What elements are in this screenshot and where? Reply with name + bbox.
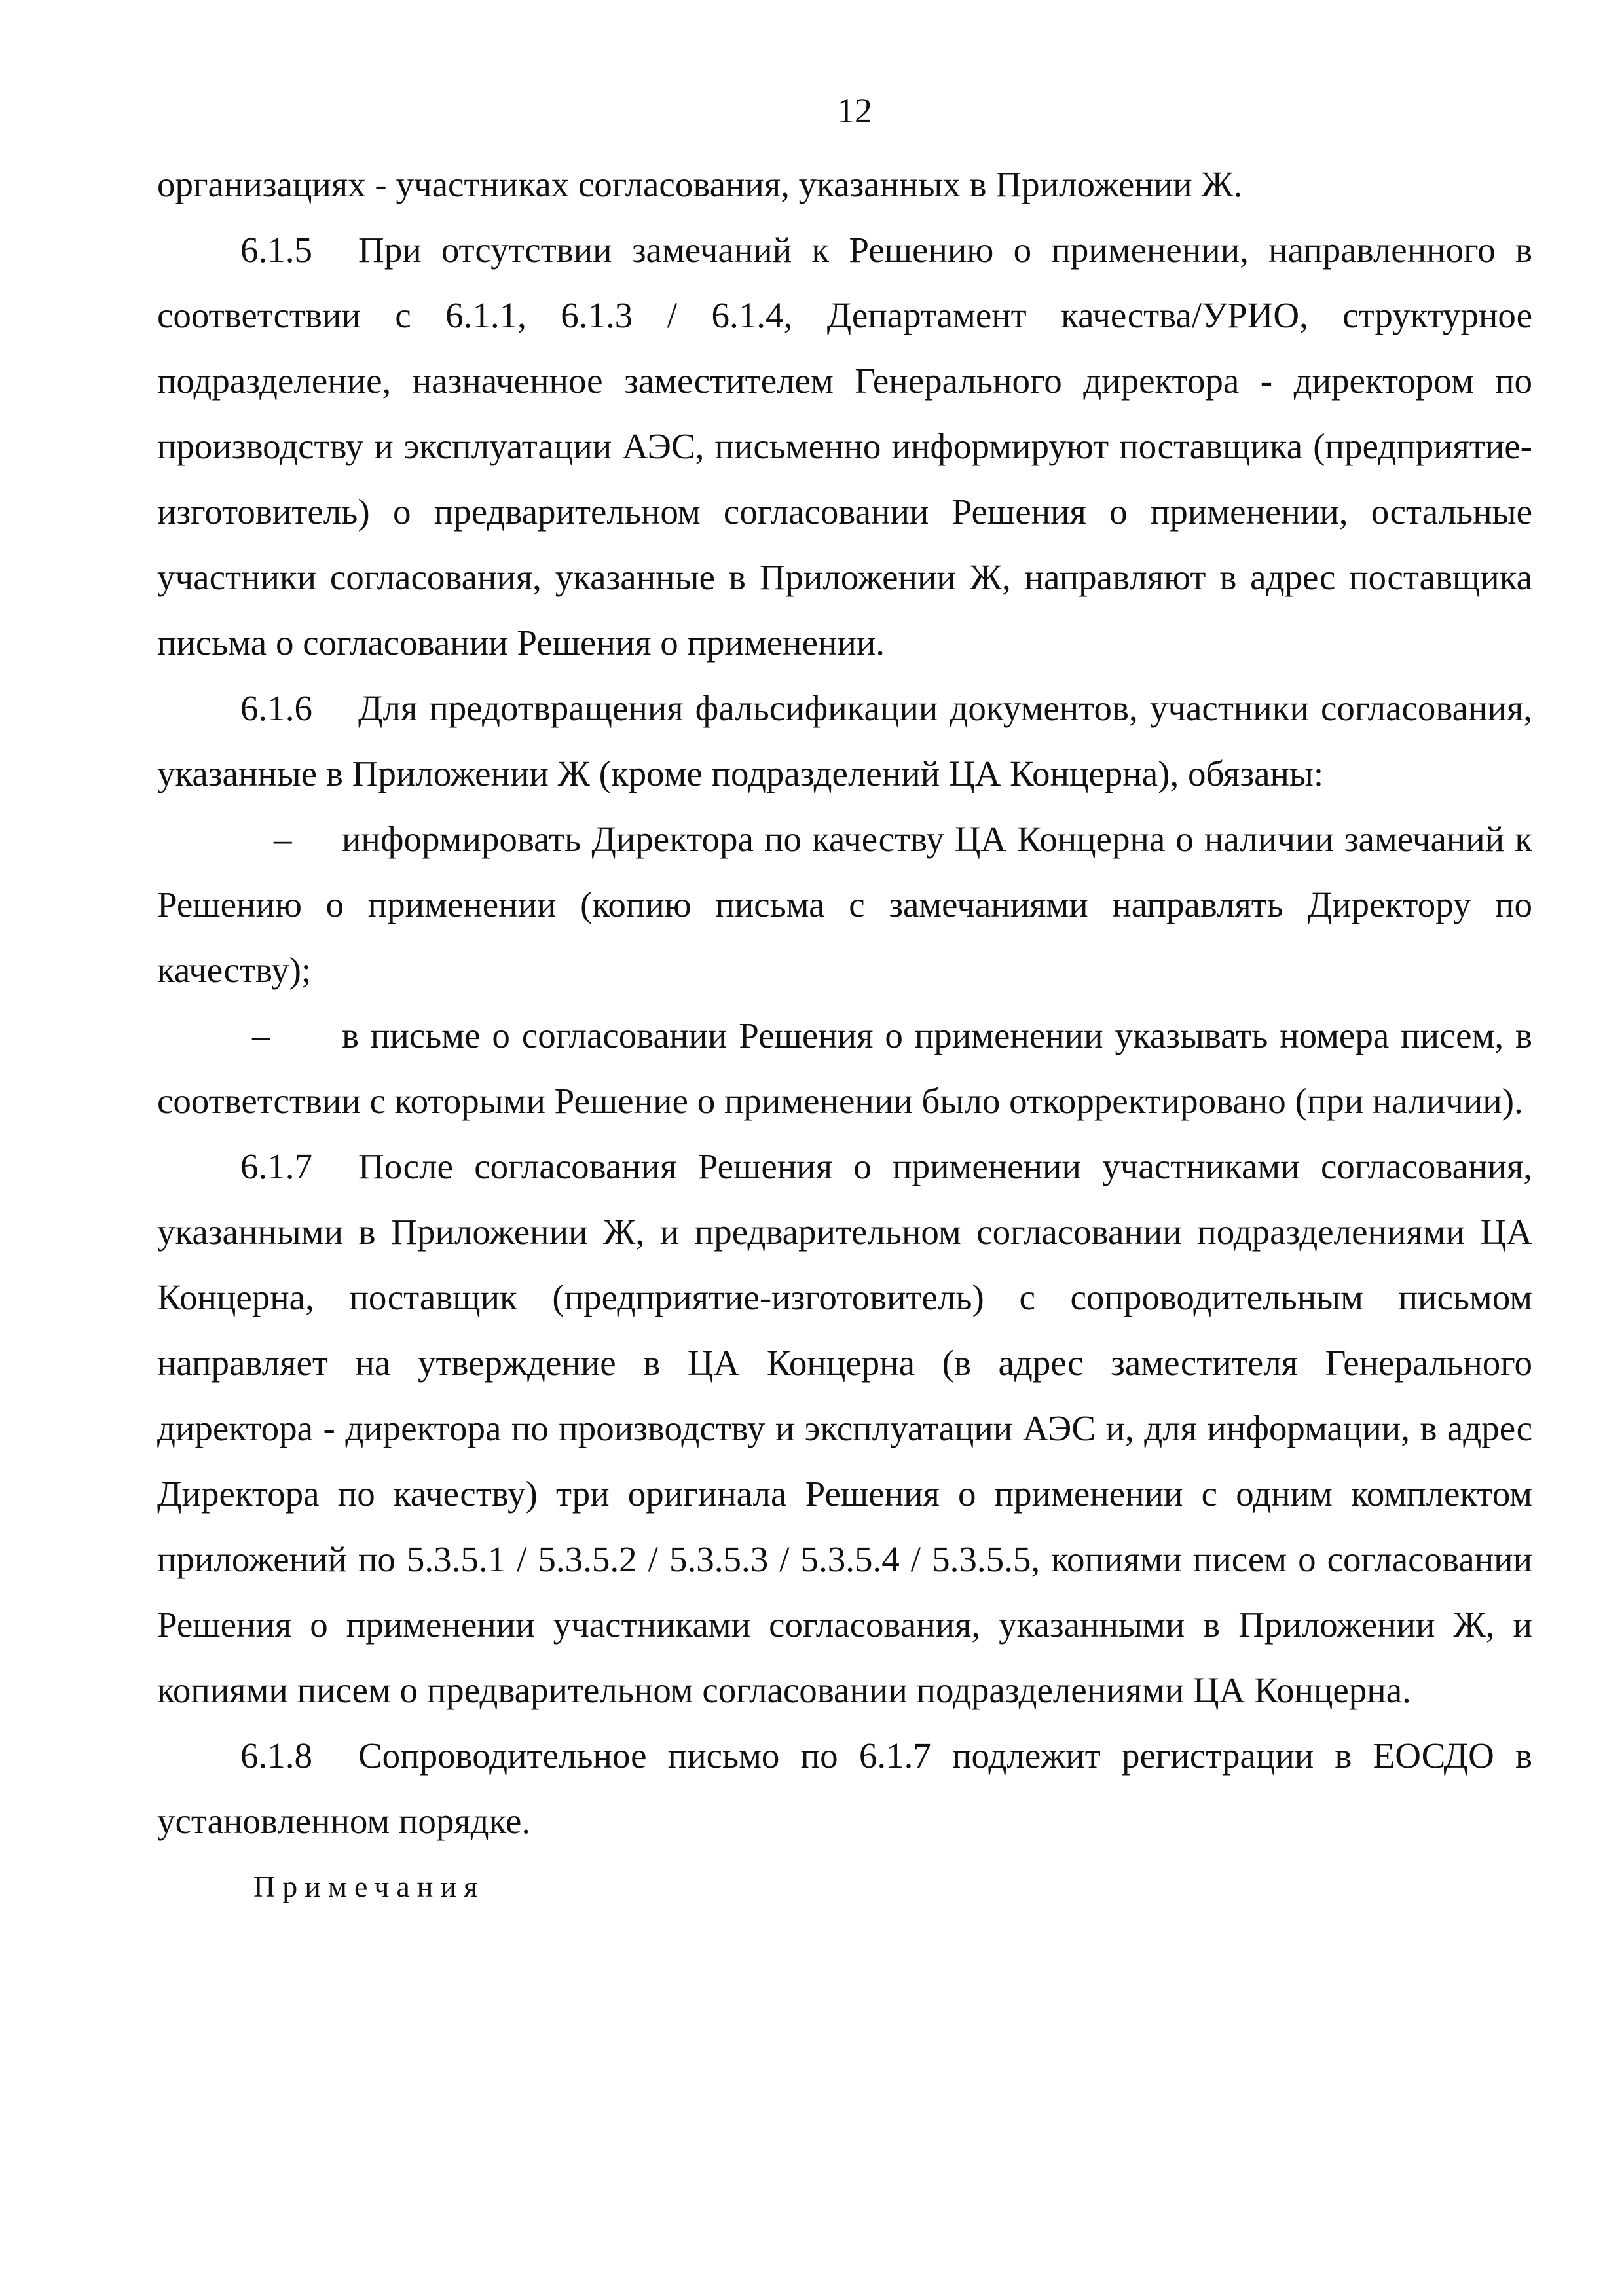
list-item xyxy=(157,1003,1532,1134)
notes-heading: Примечания xyxy=(253,1870,485,1903)
list-item-text: в письме о согласовании Решения о применении указывать номера писем, в соответствии с которыми Решение о применении было откорректировано (при наличии). xyxy=(157,1015,1532,1121)
clause-text: После согласования Решения о применении участниками согласования, указанными в Приложении Ж, и предварительном согласовании подразделениями ЦА Концерна, поставщик (предприятие-изготовитель) с сопроводительным письмом направляет на утверждение в ЦА Концерна (в адрес заместителя Генерального директора - директора по производству и эксплуатации АЭС и, для информации, в адрес Директора по качеству) три оригинала Решения о применении с одним комплектом приложений по 5.3.5.1 / 5.3.5.2 / 5.3.5.3 / 5.3.5.4 / 5.3.5.5, копиями писем о согласовании Решения о применении участниками согласования, указанными в Приложении Ж, и копиями писем о предварительном согласовании подразделениями ЦА Концерна. xyxy=(157,1146,1532,1710)
list-item xyxy=(157,807,1532,1003)
clause-6-1-7 xyxy=(157,1134,1532,1723)
clause-6-1-8 xyxy=(157,1723,1532,1854)
clause-6-1-5 xyxy=(157,217,1532,676)
clause-text: При отсутствии замечаний к Решению о применении, направленного в соответствии с 6.1.1, 6.1.3 / 6.1.4, Департамент качества/УРИО, структурное подразделение, назначенное заместителем Генерального директора - директором по производству и эксплуатации АЭС, письменно информируют поставщика (предприятие-изготовитель) о предварительном согласовании Решения о применении, остальные участники согласования, указанные в Приложении Ж, направляют в адрес поставщика письма о согласовании Решения о применении. xyxy=(157,230,1532,663)
clause-number: 6.1.7 xyxy=(240,1146,312,1186)
page-number: 12 xyxy=(837,91,872,130)
clause-number: 6.1.8 xyxy=(240,1736,312,1776)
clause-6-1-6 xyxy=(157,676,1532,807)
clause-number: 6.1.5 xyxy=(240,230,312,270)
clause-text: Сопроводительное письмо по 6.1.7 подлежит регистрации в ЕОСДО в установленном порядке. xyxy=(157,1736,1532,1841)
dash-marker: – xyxy=(252,1015,270,1055)
clause-number: 6.1.6 xyxy=(240,688,312,728)
clause-text: Для предотвращения фальсификации документов, участники согласования, указанные в Приложении Ж (кроме подразделений ЦА Концерна), обязаны: xyxy=(157,688,1532,793)
lead-line: организациях - участниках согласования, указанных в Приложении Ж. xyxy=(157,164,1243,204)
dash-marker: – xyxy=(274,819,292,859)
list-item-text: информировать Директора по качеству ЦА Концерна о наличии замечаний к Решению о применении (копию письма с замечаниями направлять Директору по качеству); xyxy=(157,819,1532,990)
document-body xyxy=(157,152,1532,1920)
